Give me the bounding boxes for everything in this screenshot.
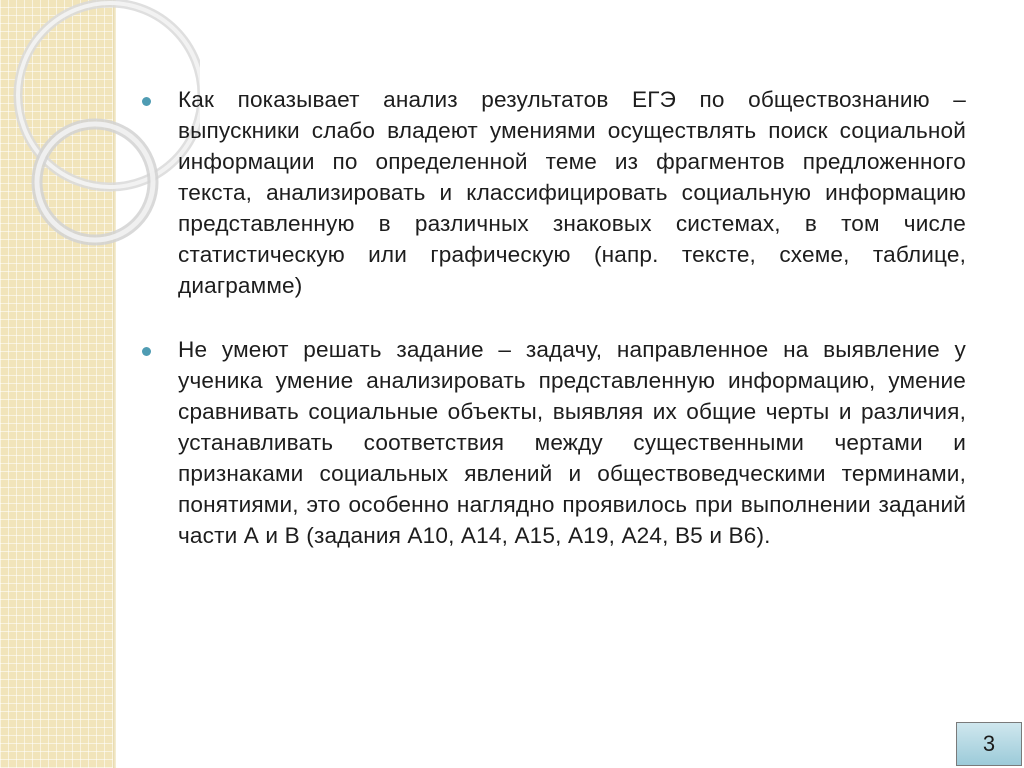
bullet-text: Как показывает анализ результатов ЕГЭ по обществознанию – выпускники слабо владеют умениями осуществлять поиск социальной информации по определенной теме из фрагментов предложенного текста, анализировать и классифицировать социальную информацию представленную в различных знаковых системах, в том числе статистическую или графическую (напр. тексте, схеме, таблице, диаграмме) <box>178 87 966 298</box>
bullet-text: Не умеют решать задание – задачу, направленное на выявление у ученика умение анализировать представленную информацию, умение сравнивать социальные объекты, выявляя их общие черты и различия, устанавливать соответствия между существенными чертами и признаками социальных явлений и обществоведческими терминами, понятиями, это особенно наглядно проявилось при выполнении заданий части А и В (задания А10, А14, А15, А19, А24, В5 и В6). <box>178 337 966 548</box>
bullet-item <box>142 334 966 551</box>
round-bullet-icon <box>142 97 151 106</box>
page-number-box <box>956 722 1022 766</box>
page-number: 3 <box>982 731 996 756</box>
slide-content <box>142 84 966 584</box>
bullet-item <box>142 84 966 301</box>
round-bullet-icon <box>142 347 151 356</box>
